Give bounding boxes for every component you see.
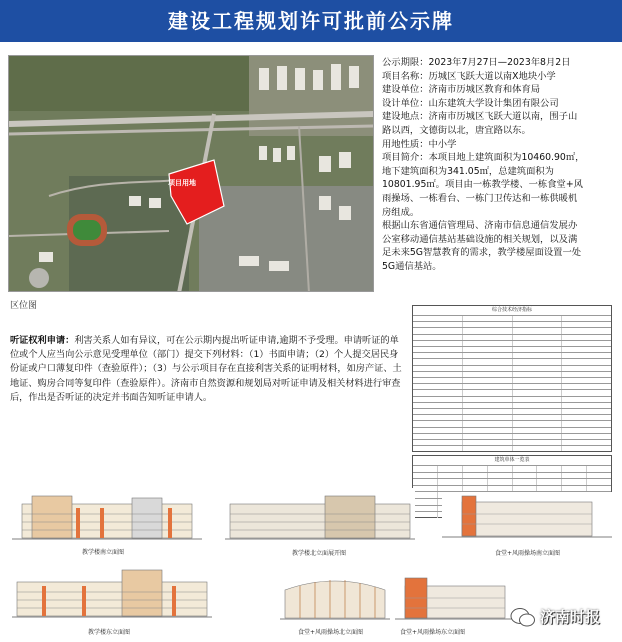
hearing-notice	[10, 334, 402, 405]
info-line: 根据山东省通信管理局、济南市信息通信发展办	[382, 220, 578, 232]
location-map	[8, 55, 374, 292]
info-line: 地下建筑面积为341.05㎡，总建筑面积为	[382, 165, 554, 177]
info-line: 5G通信基站。	[382, 260, 442, 272]
notice-text: 利害关系人如有异议，可在公示期内提出听证申请,逾期不予受理。申请听证的单位或个人应当向公示意见受理单位（部门）提交下列材料：（1）书面申请；（2）个人提交居民身份证或户口薄复印件（查验原件）；（3）与公示项目存在直接利害关系的证明材料，如房产证、土地证、购房合同等复印件（查验原件）。济南市自然资源和规划局对听证申请及相关材料进行审查后，作出是否听证的决定并书面告知听证申请人。	[10, 335, 402, 403]
elevation-drawing	[225, 488, 415, 546]
satellite-image	[9, 56, 374, 292]
notice-label: 听证权利申请：	[10, 335, 75, 346]
elevation-drawing	[12, 484, 202, 546]
info-line: 房组成。	[382, 206, 420, 218]
info-line: 公示期限：2023年7月27日—2023年8月2日	[382, 57, 571, 68]
drawing-caption: 教学楼南立面图	[82, 549, 125, 556]
drawing-caption: 食堂+风雨操场北立面图	[298, 629, 364, 636]
project-site-label: 项目用地	[168, 179, 196, 187]
table-row	[413, 472, 611, 479]
table-cell	[413, 446, 462, 451]
info-line: 设计单位：山东建筑大学设计集团有限公司	[382, 97, 559, 109]
elevation-drawing	[280, 570, 390, 624]
table-caption: 综合技术经济指标	[491, 307, 532, 313]
info-line: 雨操场、一栋看台、一栋门卫传达和一栋供暖机	[382, 192, 578, 204]
info-line: 公室移动通信基站基础设施的相关规划，以及满	[382, 233, 578, 245]
table-cell	[462, 446, 512, 451]
info-line: 建设地点：济南市历城区飞跃大道以南，围子山	[382, 111, 578, 123]
info-line: 项目简介：本项目地上建筑面积为10460.90㎡，	[382, 152, 585, 164]
drawing-caption: 食堂+风雨操场南立面图	[495, 550, 561, 557]
table-row	[413, 485, 611, 492]
info-line: 10801.95㎡。项目由一栋教学楼、一栋食堂+风	[382, 179, 583, 191]
elevation-drawing	[442, 492, 612, 544]
drawing-caption: 教学楼东立面图	[88, 629, 131, 636]
drawing-caption: 食堂+风雨操场东立面图	[400, 629, 466, 636]
info-line: 项目名称：历城区飞跃大道以南X地块小学	[382, 70, 556, 82]
wechat-icon	[510, 606, 536, 628]
elevation-drawing	[395, 572, 515, 624]
table-row	[413, 465, 611, 472]
watermark-text: 济南时报	[540, 608, 601, 626]
info-line: 用地性质：中小学	[382, 138, 457, 150]
info-line: 足未来5G智慧教育的需求，教学楼屋面设置一处	[382, 247, 582, 259]
indicator-table	[412, 305, 612, 452]
table-cell	[512, 446, 562, 451]
map-caption: 区位图	[10, 301, 38, 311]
table-cell	[561, 446, 611, 451]
page-title: 建设工程规划许可批前公示牌	[168, 9, 454, 33]
drawing-caption: 教学楼北立面展开图	[292, 550, 347, 557]
table-caption: 建筑单体一览表	[494, 457, 530, 463]
table-cell	[413, 512, 437, 518]
project-info	[382, 56, 614, 274]
table-row	[413, 478, 611, 485]
table-row	[413, 445, 611, 451]
elevation-drawing	[12, 562, 212, 624]
info-line: 建设单位：济南市历城区教育和体育局	[382, 84, 541, 96]
info-line: 路以西，文德街以北，唐宜路以东。	[382, 124, 531, 136]
